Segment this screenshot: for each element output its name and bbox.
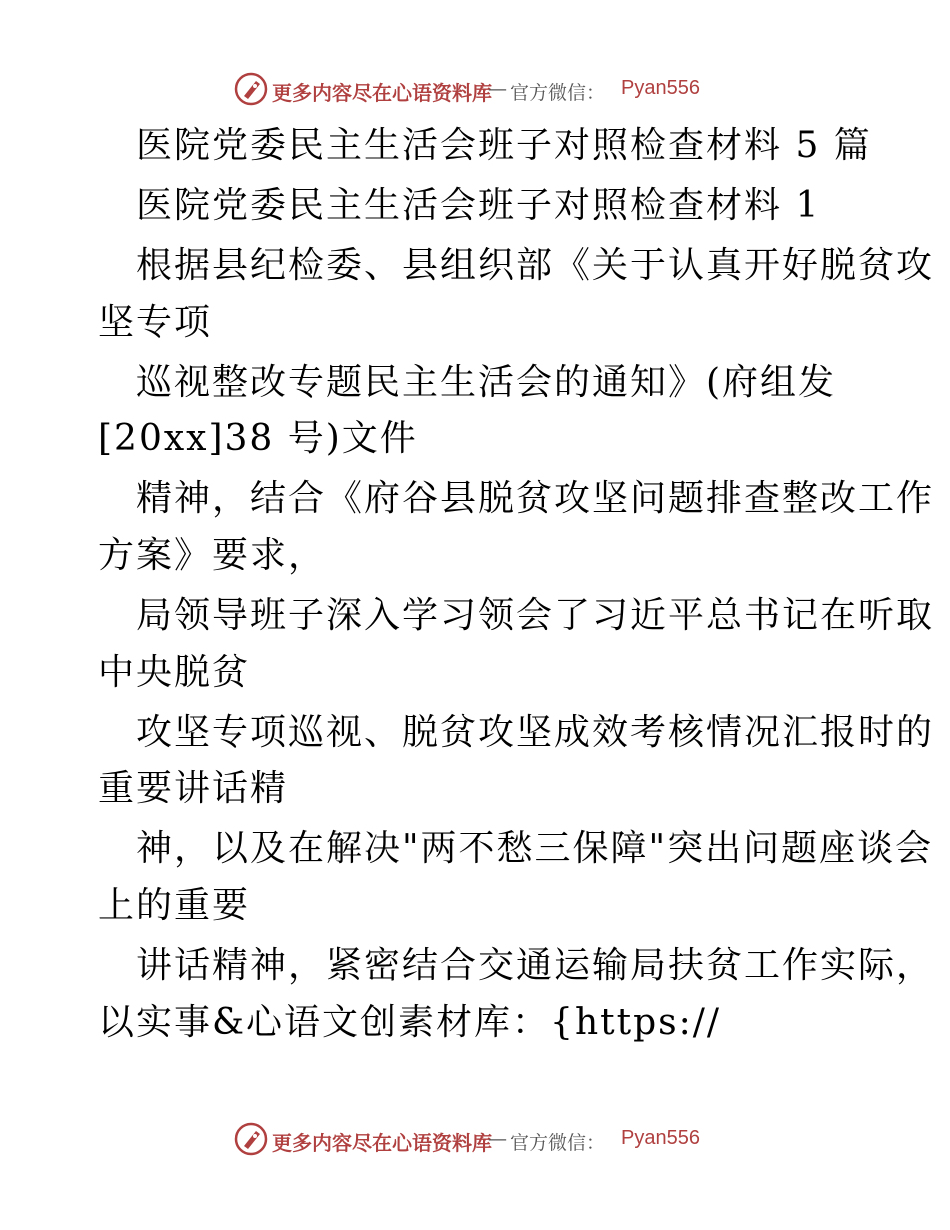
- document-title: 医院党委民主生活会班子对照检查材料 5 篇: [136, 125, 872, 166]
- banner-wechat-label: 官方微信：: [510, 1132, 606, 1154]
- banner-wechat-id: Pyan556: [621, 1127, 700, 1149]
- paragraph-line: 根据县纪检委、县组织部《关于认真开好脱贫攻: [136, 245, 935, 286]
- banner-dash: —: [488, 78, 507, 100]
- paragraph-line: 神，以及在解决"两不愁三保障"突出问题座谈会: [136, 828, 934, 869]
- paragraph-line: 讲话精神，紧密结合交通运输局扶贫工作实际，: [136, 945, 935, 986]
- paragraph-line: 巡视整改专题民主生活会的通知》(府组发: [136, 362, 837, 403]
- section-heading: 医院党委民主生活会班子对照检查材料 1: [136, 185, 821, 226]
- paragraph-line: 攻坚专项巡视、脱贫攻坚成效考核情况汇报时的: [136, 712, 935, 753]
- pen-nib-icon: [234, 1122, 268, 1156]
- header-banner: [0, 70, 950, 110]
- paragraph-line: 坚专项: [98, 302, 213, 343]
- paragraph-line: 以实事&心语文创素材库：{https://: [98, 1002, 721, 1043]
- banner-site-text: 更多内容尽在心语资料库: [272, 81, 492, 105]
- pen-nib-icon: [234, 72, 268, 106]
- footer-banner: [0, 1120, 950, 1160]
- paragraph-line: 上的重要: [98, 885, 251, 926]
- banner-dash: —: [488, 1128, 507, 1150]
- paragraph-line: 局领导班子深入学习领会了习近平总书记在听取: [136, 595, 935, 636]
- banner-site-text: 更多内容尽在心语资料库: [272, 1131, 492, 1155]
- paragraph-line: 方案》要求，: [98, 535, 327, 576]
- paragraph-line: 精神，结合《府谷县脱贫攻坚问题排查整改工作: [136, 478, 935, 519]
- paragraph-line: 中央脱贫: [98, 652, 251, 693]
- banner-wechat-label: 官方微信：: [510, 82, 606, 104]
- paragraph-line: 重要讲话精: [98, 768, 289, 809]
- banner-wechat-id: Pyan556: [621, 77, 700, 99]
- paragraph-line: [20xx]38 号)文件: [98, 418, 418, 459]
